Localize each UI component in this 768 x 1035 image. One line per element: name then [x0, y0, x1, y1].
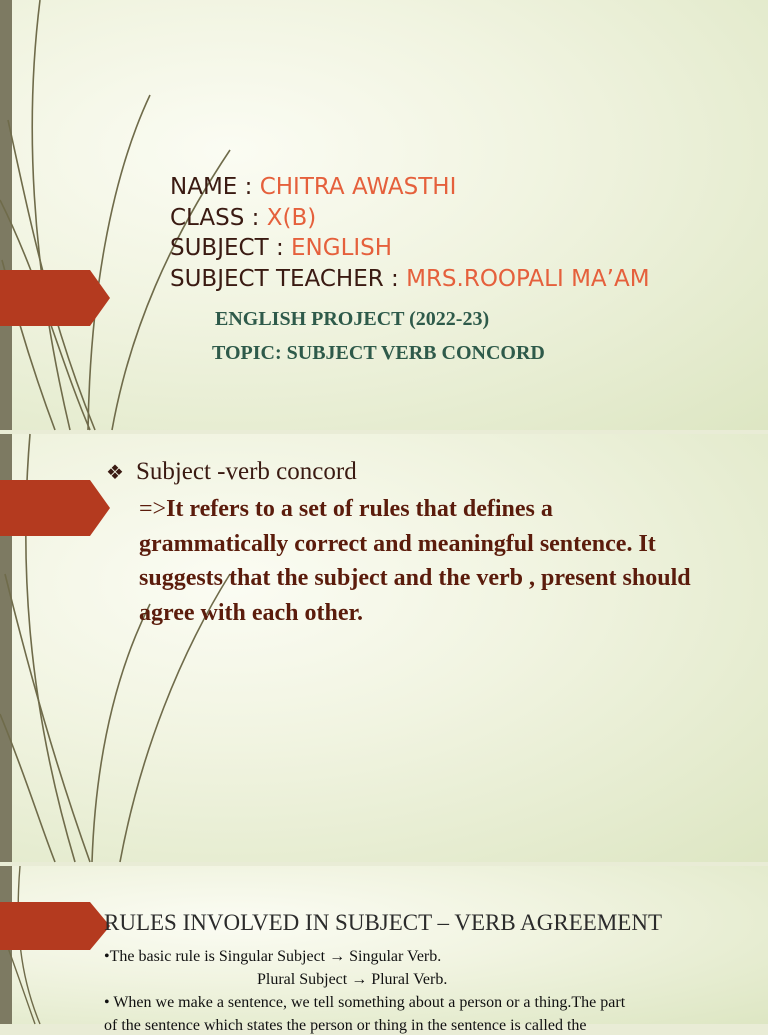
rules-title: RULES INVOLVED IN SUBJECT – VERB AGREEMENT [104, 910, 662, 935]
class-label: CLASS : [170, 204, 267, 231]
class-value: X(B) [266, 204, 317, 231]
arrow-marker-icon [0, 902, 110, 950]
rule-1 [104, 948, 441, 966]
teacher-value: MRS.ROOPALI MA’AM [406, 265, 650, 292]
student-info [170, 172, 650, 294]
topic-title: TOPIC: SUBJECT VERB CONCORD [212, 342, 545, 364]
bullet-heading [106, 458, 357, 486]
arrow-marker-icon [0, 480, 110, 536]
definition-text [139, 492, 699, 630]
teacher-line [170, 264, 650, 295]
name-value: CHITRA AWASTHI [259, 174, 457, 200]
definition-body: It refers to a set of rules that defines a grammatically correct and meaningful sentence. It suggests that the subject and the verb , present should agree with each other. [139, 496, 691, 626]
project-title: ENGLISH PROJECT (2022-23) [215, 308, 490, 330]
class-line [170, 203, 650, 234]
heading-text: Subject -verb concord [135, 458, 357, 485]
rule-1-prefix: •The basic rule is [104, 948, 219, 965]
diamond-bullet-icon: ❖ [106, 460, 124, 484]
arrow-prefix: => [139, 496, 167, 522]
rules-slide [0, 866, 768, 1034]
rule-1-singular: Singular Subject → Singular Verb. [218, 948, 442, 965]
title-slide [0, 0, 768, 430]
definition-slide [0, 434, 768, 862]
subject-value: ENGLISH [291, 235, 393, 261]
name-line [170, 172, 650, 203]
name-label: NAME : [170, 174, 260, 200]
rule-2-line-1: • When we make a sentence, we tell something about a person or a thing.The part [104, 994, 626, 1011]
subject-line [170, 233, 650, 264]
arrow-marker-icon [0, 270, 110, 326]
rule-1-plural: Plural Subject → Plural Verb. [257, 971, 448, 988]
subject-label: SUBJECT : [170, 235, 292, 261]
teacher-label: SUBJECT TEACHER : [170, 265, 407, 292]
rule-2-line-2: of the sentence which states the person or thing in the sentence is called the [104, 1017, 587, 1034]
